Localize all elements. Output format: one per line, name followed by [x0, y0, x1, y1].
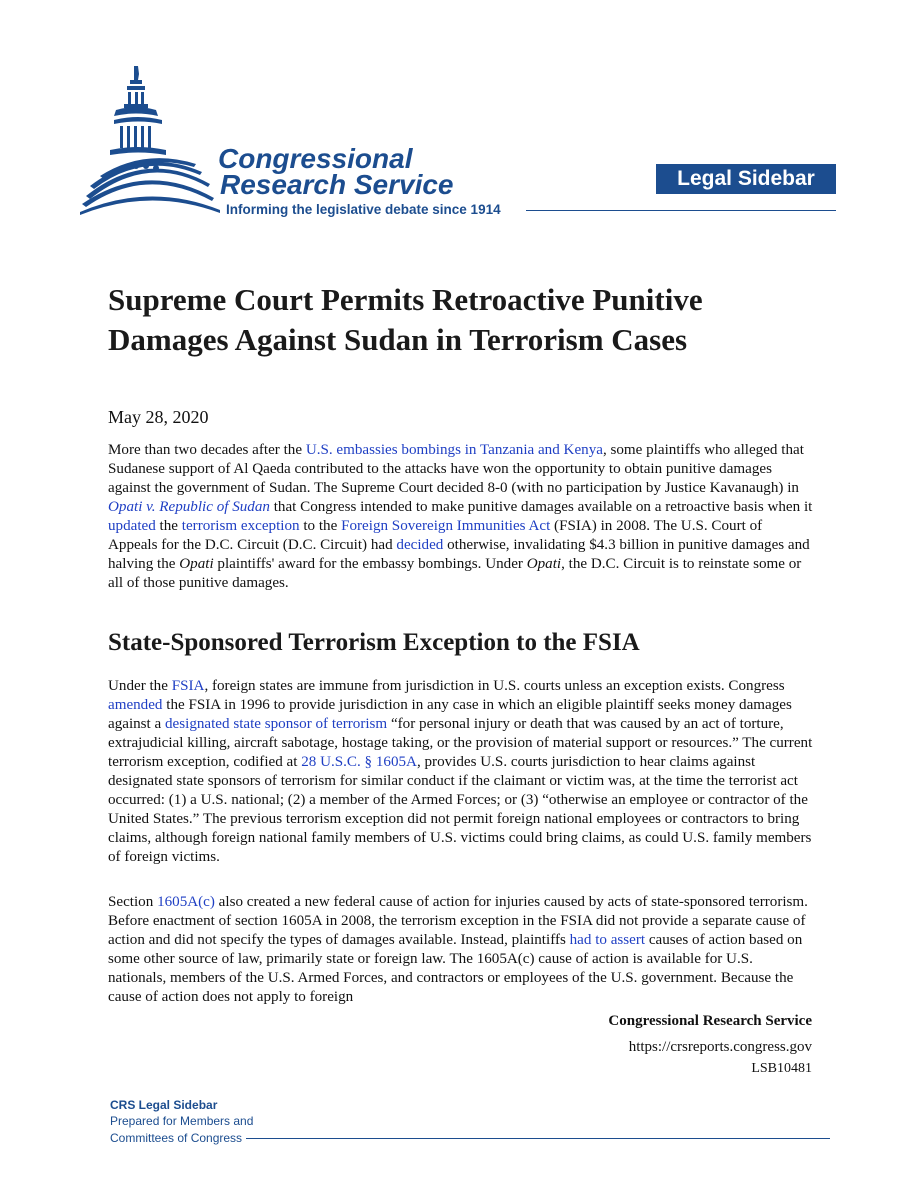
intro-paragraph	[108, 441, 814, 593]
text: “for personal injury or death that was caused by an act of torture, extrajudicial killing, aircraft sabotage, hostage taking, or the provision of material support or resources.” The current terrorism exception, codified at	[108, 716, 813, 770]
footer-left-line2: Prepared for Members and	[110, 1114, 254, 1128]
link-terrorism-exception[interactable]: terrorism exception	[181, 518, 300, 534]
link-1605a-c[interactable]: 1605A(c)	[157, 894, 215, 910]
footer-report-id: LSB10481	[751, 1061, 812, 1076]
link-updated[interactable]: updated	[108, 518, 156, 534]
title-line-2: Damages Against Sudan in Terrorism Cases	[108, 322, 688, 357]
link-embassy-bombings[interactable]: U.S. embassies bombings in Tanzania and Kenya	[305, 442, 603, 458]
logo-line-2: Research Service	[220, 169, 454, 200]
logo-line-1: Congressional	[218, 143, 413, 174]
link-amended[interactable]: amended	[108, 697, 163, 713]
page-title	[108, 280, 828, 360]
text: , some plaintiffs who alleged that Sudanese support of Al Qaeda contributed to the attacks have won the opportunity to obtain punitive damages against the government of Sudan. The Supreme Court decided 8-0 (with no participation by Justice Kavanaugh) in	[108, 442, 804, 496]
text: plaintiffs' award for the embassy bombings. Under	[213, 556, 527, 572]
text: otherwise, invalidating $4.3 billion in punitive damages and halving the	[108, 537, 810, 572]
footer-url[interactable]: https://crsreports.congress.gov	[628, 1039, 812, 1055]
text: the FSIA in 1996 to provide jurisdiction in any case in which an eligible plaintiff seeks money damages against a	[108, 697, 792, 732]
link-opati-case[interactable]: Opati v. Republic of Sudan	[108, 499, 270, 515]
text: to the	[299, 518, 342, 534]
text: the	[155, 518, 182, 534]
cause-of-action-paragraph	[108, 893, 814, 1007]
section-heading: State-Sponsored Terrorism Exception to the FSIA	[108, 629, 640, 656]
publication-date: May 28, 2020	[108, 407, 209, 427]
link-fsia[interactable]: FSIA	[171, 678, 205, 694]
text: , foreign states are immune from jurisdiction in U.S. courts unless an exception exists. Congress	[204, 678, 785, 694]
legal-sidebar-badge: Legal Sidebar	[656, 164, 836, 194]
text: , provides U.S. courts jurisdiction to hear claims against designated state sponsors of terrorism for similar conduct if the claimant or victim was, at the time the terrorist act occurred: (1) a U.S. national; (2) a member of the Armed Forces; or (3) “otherwise an employee or contractor of the United States.” The previous terrorism exception did not permit foreign national employees or contractors to bring claims, although foreign national family members of U.S. victims could bring claims, as could U.S. family members of foreign victims.	[108, 754, 812, 865]
link-state-sponsor[interactable]: designated state sponsor of terrorism	[165, 716, 388, 732]
text: (FSIA) in 2008. The U.S. Court of Appeals for the D.C. Circuit (D.C. Circuit) had	[108, 518, 763, 553]
footer-org: Congressional Research Service	[608, 1013, 812, 1029]
capitol-dome-icon	[80, 64, 220, 216]
text: also created a new federal cause of action for injuries caused by acts of state-sponsored terrorism. Before enactment of section 1605A in 2008, the terrorism exception in the FSIA did not provide a separate cause of action and did not specify the types of damages available. Instead, plaintiffs	[108, 894, 808, 948]
footer-left-title: CRS Legal Sidebar	[110, 1098, 218, 1112]
crs-logo	[80, 64, 540, 224]
text: that Congress intended to make punitive damages available on a retroactive basis when it	[269, 499, 813, 515]
text: causes of action based on some other source of law, primarily state or foreign law. The 1605A(c) cause of action is available for U.S. nationals, members of the U.S. Armed Forces, and contractors or employees of the U.S. government. Because the cause of action does not apply to foreign	[108, 932, 803, 1005]
link-fsia-act[interactable]: Foreign Sovereign Immunities Act	[341, 518, 551, 534]
case-name: Opati	[526, 556, 562, 572]
link-had-to-assert[interactable]: had to assert	[569, 932, 646, 948]
text: Under the	[108, 678, 172, 694]
header-rule	[526, 210, 836, 211]
text: Section	[108, 894, 158, 910]
link-usc-1605a[interactable]: 28 U.S.C. § 1605A	[301, 754, 417, 770]
footer-left-line3: Committees of Congress	[110, 1131, 243, 1145]
link-decided[interactable]: decided	[396, 537, 444, 553]
case-name: Opati	[179, 556, 214, 572]
fsia-paragraph	[108, 677, 814, 867]
logo-tagline: Informing the legislative debate since 1914	[226, 202, 501, 217]
text: More than two decades after the	[108, 442, 306, 458]
footer-rule	[246, 1138, 830, 1139]
title-line-1: Supreme Court Permits Retroactive Punitive	[108, 282, 703, 317]
text: , the D.C. Circuit is to reinstate some or all of those punitive damages.	[108, 556, 802, 591]
